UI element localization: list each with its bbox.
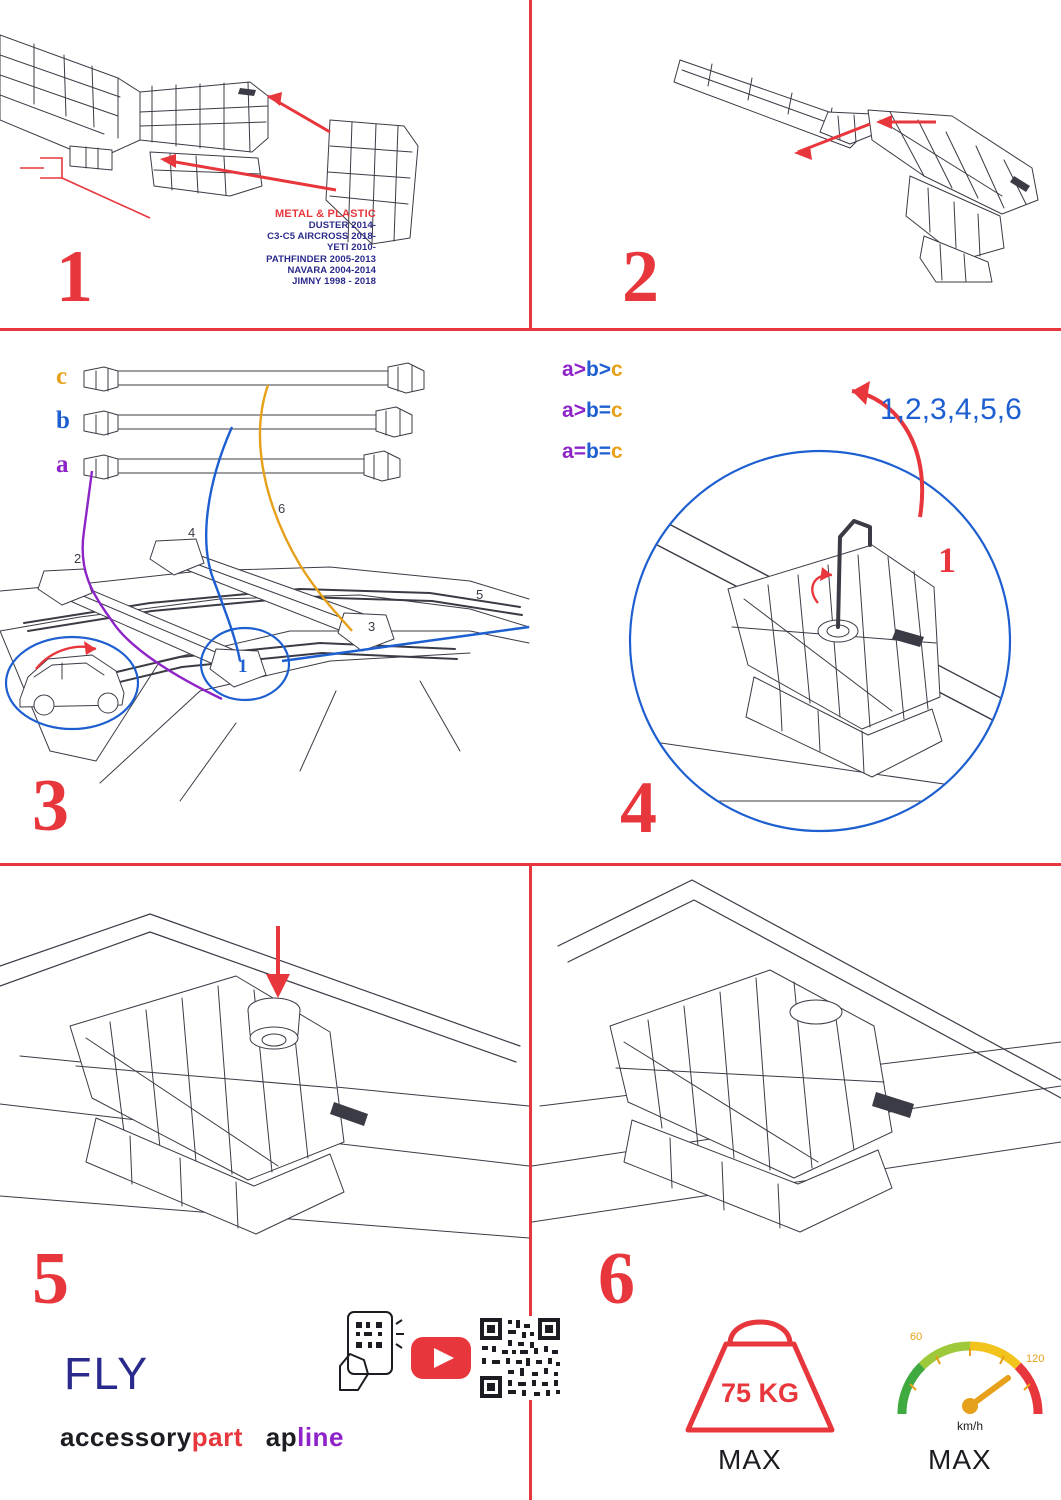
- svg-text:5: 5: [476, 587, 484, 602]
- step-2-illustration: [532, 0, 1061, 328]
- step-number-3: 3: [32, 765, 69, 847]
- svg-text:3: 3: [368, 619, 376, 634]
- weight-max-label: MAX: [718, 1444, 782, 1475]
- step-6-illustration: [532, 866, 1061, 1266]
- panel-step-5: [0, 866, 529, 1500]
- bar-size-label-a: a: [56, 451, 69, 478]
- weight-icon: [670, 1314, 850, 1438]
- brand-line-text: line: [297, 1422, 344, 1452]
- tighten-sequence: [880, 393, 1022, 427]
- svg-text:60: 60: [910, 1331, 923, 1343]
- svg-text:1: 1: [238, 656, 248, 677]
- vehicle-list-item: C3-C5 AIRCROSS 2018-: [267, 231, 376, 243]
- brand-block: [64, 1348, 149, 1400]
- step-4-sublabel: 1: [938, 540, 956, 580]
- youtube-icon[interactable]: [410, 1336, 472, 1380]
- brand-wordmark: FLY: [64, 1348, 150, 1399]
- panel-step-1: [0, 0, 529, 328]
- panel-step-2: [532, 0, 1061, 328]
- speed-unit: km/h: [956, 1419, 984, 1433]
- speed-max-label: MAX: [928, 1444, 992, 1475]
- vehicle-list-item: JIMNY 1998 - 2018: [292, 276, 376, 288]
- panel-step-4: [532, 331, 1061, 863]
- svg-text:120: 120: [1026, 1353, 1045, 1365]
- step-number-5: 5: [32, 1238, 69, 1320]
- step-number-1: 1: [56, 236, 93, 318]
- vehicle-list-item: PATHFINDER 2005-2013: [266, 253, 376, 265]
- vehicle-list-item: DUSTER 2014-: [308, 220, 376, 231]
- panel-step-6: [532, 866, 1061, 1500]
- step-1-caption-title: METAL & PLASTIC: [275, 208, 376, 220]
- brand-subline: [60, 1422, 344, 1453]
- brand-ap: ap: [265, 1422, 298, 1452]
- speedometer-icon: [880, 1312, 1060, 1436]
- arrow-head-1: [268, 92, 282, 106]
- svg-text:4: 4: [188, 525, 196, 540]
- vehicle-list-item: NAVARA 2004-2014: [287, 264, 376, 276]
- equation-3: a=b=c: [562, 440, 623, 463]
- svg-text:2: 2: [74, 551, 82, 566]
- tighten-sequence-text: 1,2,3,4,5,6: [880, 393, 1022, 426]
- bar-size-label-b: b: [56, 407, 70, 434]
- panel-step-3: [0, 331, 529, 863]
- equation-2: a>b=c: [562, 399, 623, 422]
- step-3-illustration: [0, 331, 529, 863]
- step-number-2: 2: [622, 236, 659, 318]
- vehicle-list-item: YETI 2010-: [326, 242, 376, 254]
- scan-phone-icon: [334, 1310, 404, 1410]
- step-number-4: 4: [620, 767, 657, 849]
- step-5-illustration: [0, 866, 529, 1266]
- equation-1: a>b>c: [562, 358, 623, 381]
- bar-size-label-c: c: [56, 363, 68, 390]
- brand-part: part: [191, 1422, 243, 1452]
- step-number-6: 6: [598, 1238, 635, 1320]
- weight-value: 75 KG: [720, 1378, 800, 1408]
- svg-text:6: 6: [278, 501, 286, 516]
- vehicle-list: [148, 220, 376, 287]
- brand-accessory: accessory: [60, 1422, 192, 1452]
